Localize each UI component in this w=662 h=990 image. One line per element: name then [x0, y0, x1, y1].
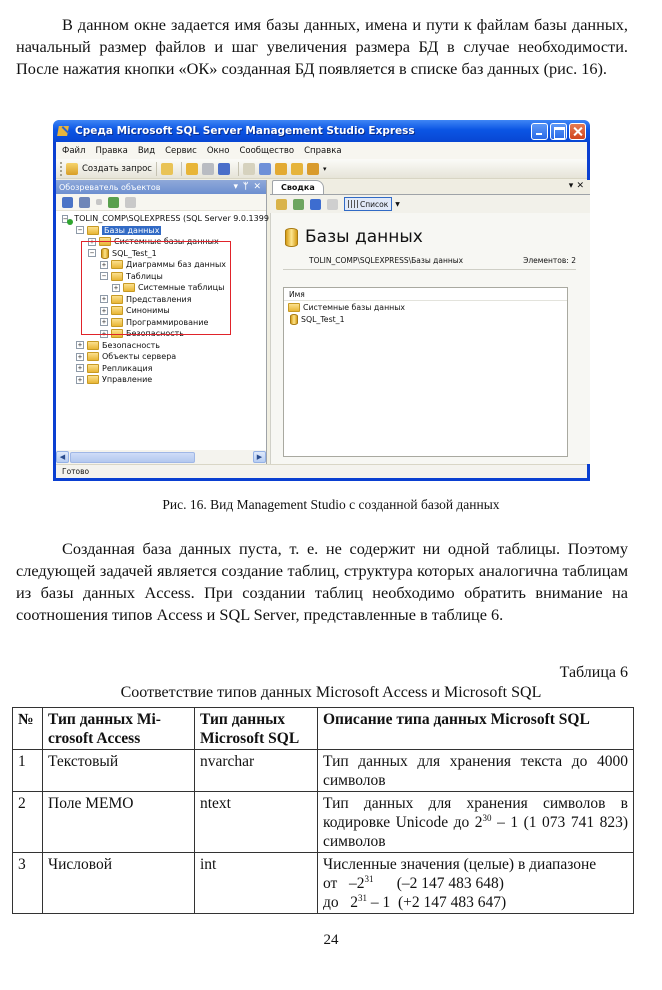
list-view-button[interactable]	[344, 197, 392, 211]
divider	[283, 269, 576, 270]
refresh-icon[interactable]	[293, 199, 304, 210]
summary-list	[283, 287, 568, 457]
header-num: №	[13, 708, 43, 750]
desc-text: – 1	[370, 894, 391, 911]
summary-title: Базы данных	[305, 227, 423, 247]
save-all-icon[interactable]	[218, 163, 230, 175]
sync-icon[interactable]	[310, 199, 321, 210]
tree-node-label: Безопасность	[102, 340, 160, 350]
desc-text: Тип данных для хранения символов в кодировке Unicode до	[323, 795, 628, 831]
summary-path: TOLIN_COMP\SQLEXPRESS\Базы данных	[309, 256, 464, 265]
cell-access: Числовой	[43, 853, 195, 914]
list-item-label: Системные базы данных	[303, 302, 406, 312]
cell-sql: ntext	[195, 792, 318, 853]
new-query-icon	[66, 163, 78, 175]
expand-icon[interactable]: +	[77, 364, 83, 373]
menu-view[interactable]: Вид	[137, 145, 156, 156]
folder-icon	[87, 375, 99, 384]
header-sql-type-text: Тип данных Microsoft SQL	[200, 711, 300, 747]
close-button[interactable]	[569, 123, 586, 140]
cell-num: 1	[13, 750, 43, 792]
tree-node-label: Системные таблицы	[138, 283, 225, 293]
cell-description: Тип данных для хранения текста до 4000 символов	[318, 750, 634, 792]
summary-heading	[285, 227, 423, 247]
expand-icon[interactable]: +	[101, 306, 107, 315]
tree-node[interactable]	[56, 374, 266, 386]
toolbar-separator	[181, 162, 182, 176]
cell-description	[318, 853, 634, 914]
object-explorer-title: Обозреватель объектов	[59, 182, 161, 192]
page-number: 24	[323, 932, 339, 948]
toolbar-separator	[238, 162, 239, 176]
database-icon	[285, 228, 298, 247]
collapse-icon[interactable]: −	[101, 272, 107, 281]
desc-word: от	[323, 875, 338, 892]
tree-node[interactable]	[56, 351, 266, 363]
tree-node-label: Таблицы	[126, 271, 163, 281]
view-dropdown-icon[interactable]: ▼	[395, 200, 400, 208]
tree-node-label: Представления	[126, 294, 192, 304]
tab-close-icon[interactable]: ✕	[576, 181, 584, 191]
table-row	[13, 853, 634, 914]
tab-summary[interactable]: Сводка	[272, 180, 324, 194]
maximize-button[interactable]	[550, 123, 567, 140]
tab-menu-icon[interactable]: ▾	[568, 181, 574, 191]
desc-value: (–2 147 483 648)	[396, 875, 504, 892]
menu-community[interactable]: Сообщество	[239, 145, 295, 156]
open-folder-icon[interactable]	[186, 163, 198, 175]
pane-menu-icon[interactable]: ▾	[233, 182, 239, 192]
desc-base: –2	[348, 875, 365, 892]
figure-caption: Рис. 16. Вид Management Studio с созданной базой данных	[162, 497, 500, 512]
filter-icon[interactable]	[327, 199, 338, 210]
cell-sql: nvarchar	[195, 750, 318, 792]
horizontal-scrollbar[interactable]	[56, 450, 266, 464]
cell-description	[318, 792, 634, 853]
disconnect-icon[interactable]	[79, 197, 90, 208]
ssms-app-icon	[57, 124, 71, 138]
tree-node-label: Управление	[102, 375, 153, 385]
object-explorer-header	[56, 180, 266, 194]
scroll-right-arrow[interactable]: ▶	[253, 451, 266, 463]
object-explorer-pane	[56, 180, 267, 464]
minimize-button[interactable]	[531, 123, 548, 140]
save-icon[interactable]	[202, 163, 214, 175]
desc-base: 2	[474, 814, 483, 831]
expand-icon[interactable]: +	[113, 283, 119, 292]
query-icon[interactable]	[243, 163, 255, 175]
table-title: Соответствие типов данных Microsoft Access и Microsoft SQL	[120, 684, 542, 701]
column-header-name[interactable]: Имя	[284, 288, 567, 301]
new-query-label: Создать запрос	[82, 163, 152, 174]
tab-controls	[569, 181, 584, 191]
window-title: Среда Microsoft SQL Server Management Studio Express	[75, 125, 415, 137]
desc-exponent: 31	[364, 874, 374, 884]
toolbar-grip[interactable]	[60, 162, 63, 176]
folder-icon	[87, 226, 99, 235]
status-bar	[56, 464, 587, 478]
folder-icon	[87, 352, 99, 361]
title-bar	[53, 120, 590, 142]
tree-node-label: Объекты сервера	[102, 352, 177, 362]
paragraph-text: В данном окне задается имя базы данных, имена и пути к файлам базы данных, начальный размер файлов и шаг увеличения размера БД в случае необходимости. После нажатия кнопки «ОК» созданная БД появляется в списке баз данных (рис. 16).	[16, 15, 628, 78]
folder-icon	[87, 364, 99, 373]
menu-tools[interactable]: Сервис	[165, 145, 197, 156]
tree-node-label: Репликация	[102, 363, 153, 373]
desc-line: Численные значения (целые) в диапазоне	[323, 856, 597, 873]
scroll-thumb[interactable]	[70, 452, 195, 463]
menu-window[interactable]: Окно	[206, 145, 230, 156]
paragraph-text: Созданная база данных пуста, т. е. не содержит ни одной таблицы. Поэтому следующей задачей является создание таблиц, структура которых аналогична таблицам из базы данных Access. При создании таблиц необходимо обратить внимание на соотношения типов Access и SQL Server, представленные в таблице 6.	[16, 539, 628, 624]
table-row	[13, 792, 634, 853]
desc-word: до	[323, 894, 339, 911]
desc-line-to	[323, 893, 628, 912]
body-paragraph-1	[16, 14, 628, 80]
desc-text: – 1 (1 073 741 823) символов	[323, 814, 629, 850]
tree-node[interactable]	[56, 225, 266, 237]
folder-icon	[87, 341, 99, 350]
status-text: Готово	[62, 467, 90, 476]
menu-help[interactable]: Справка	[304, 145, 342, 156]
tree-node[interactable]	[56, 213, 269, 225]
expand-icon[interactable]: +	[101, 295, 107, 304]
template-icon[interactable]	[259, 163, 271, 175]
expand-icon[interactable]: +	[101, 318, 107, 327]
properties-icon[interactable]	[275, 163, 287, 175]
cell-access: Поле MEMO	[43, 792, 195, 853]
collapse-icon[interactable]: −	[77, 226, 83, 235]
table-header-row	[13, 708, 634, 750]
list-item[interactable]	[284, 301, 567, 313]
tree-node-label: Базы данных	[104, 225, 160, 235]
stop-icon[interactable]	[96, 199, 102, 205]
header-access-type-text: Тип данных Mi- crosoft Access	[48, 711, 161, 747]
header-access-type	[43, 708, 195, 750]
document-tabs	[270, 180, 590, 195]
types-table	[12, 707, 634, 914]
table-label: Таблица 6	[559, 664, 628, 681]
body-paragraph-2	[16, 538, 628, 626]
menu-edit[interactable]: Правка	[95, 145, 128, 156]
tree-node-label: Программирование	[126, 317, 209, 327]
tree-node-label: Синонимы	[126, 306, 170, 316]
header-description: Описание типа данных Microsoft SQL	[318, 708, 634, 750]
pane-close-icon[interactable]: ✕	[253, 182, 261, 192]
highlight-box	[81, 241, 231, 335]
table-row	[13, 750, 634, 792]
menu-file[interactable]: Файл	[62, 145, 86, 156]
pin-icon[interactable]: ᛘ	[243, 182, 249, 192]
cell-num: 3	[13, 853, 43, 914]
tree-node-label: SQL_Test_1	[112, 248, 157, 258]
folder-icon	[288, 303, 300, 312]
collapse-icon[interactable]: −	[89, 249, 95, 258]
expand-icon[interactable]: +	[89, 237, 95, 246]
tree-node-label: Диаграммы баз данных	[126, 260, 227, 270]
expand-icon[interactable]: +	[101, 260, 107, 269]
toolbar	[56, 159, 587, 179]
object-explorer-toolbar	[56, 194, 266, 211]
tree-node[interactable]	[56, 363, 266, 375]
ssms-window	[53, 120, 590, 481]
scroll-left-arrow[interactable]: ◀	[56, 451, 69, 463]
header-sql-type	[195, 708, 318, 750]
summary-toolbar	[270, 195, 590, 213]
object-explorer-icon[interactable]	[307, 163, 319, 175]
refresh-icon[interactable]	[108, 197, 119, 208]
desc-exponent: 31	[358, 893, 368, 903]
new-file-icon[interactable]	[161, 163, 173, 175]
tree-node-label: Безопасность	[126, 329, 184, 339]
cell-access: Текстовый	[43, 750, 195, 792]
toolbar-separator	[156, 162, 157, 176]
list-item[interactable]	[284, 313, 567, 325]
desc-line-from	[323, 874, 628, 893]
expand-icon[interactable]: +	[101, 329, 107, 338]
desc-base: 2	[350, 894, 359, 911]
connect-icon[interactable]	[62, 197, 73, 208]
item-count: Элементов: 2	[523, 256, 576, 265]
list-view-icon	[348, 200, 358, 208]
toolbar-overflow-icon[interactable]: ▾	[322, 164, 327, 173]
list-item-label: SQL_Test_1	[301, 314, 345, 324]
filter-icon[interactable]	[125, 197, 136, 208]
tree-node-label: Системные базы данных	[114, 237, 219, 247]
cell-sql: int	[195, 853, 318, 914]
expand-icon[interactable]: +	[77, 375, 83, 384]
expand-icon[interactable]: +	[77, 352, 83, 361]
summary-pane	[270, 180, 590, 464]
window-client	[56, 142, 587, 478]
menu-bar	[56, 142, 587, 159]
desc-value: (+2 147 483 647)	[398, 894, 507, 911]
list-view-label: Список	[360, 199, 389, 209]
registered-servers-icon[interactable]	[291, 163, 303, 175]
database-icon	[290, 314, 298, 325]
collapse-icon[interactable]: −	[63, 214, 68, 223]
new-query-button[interactable]	[66, 163, 152, 175]
summary-body	[270, 213, 590, 464]
up-level-icon[interactable]	[276, 199, 287, 210]
expand-icon[interactable]: +	[77, 341, 83, 350]
desc-exponent: 30	[482, 813, 492, 823]
cell-num: 2	[13, 792, 43, 853]
tree-node[interactable]	[56, 340, 266, 352]
tree-node-label: TOLIN_COMP\SQLEXPRESS (SQL Server 9.0.1399	[74, 214, 269, 224]
